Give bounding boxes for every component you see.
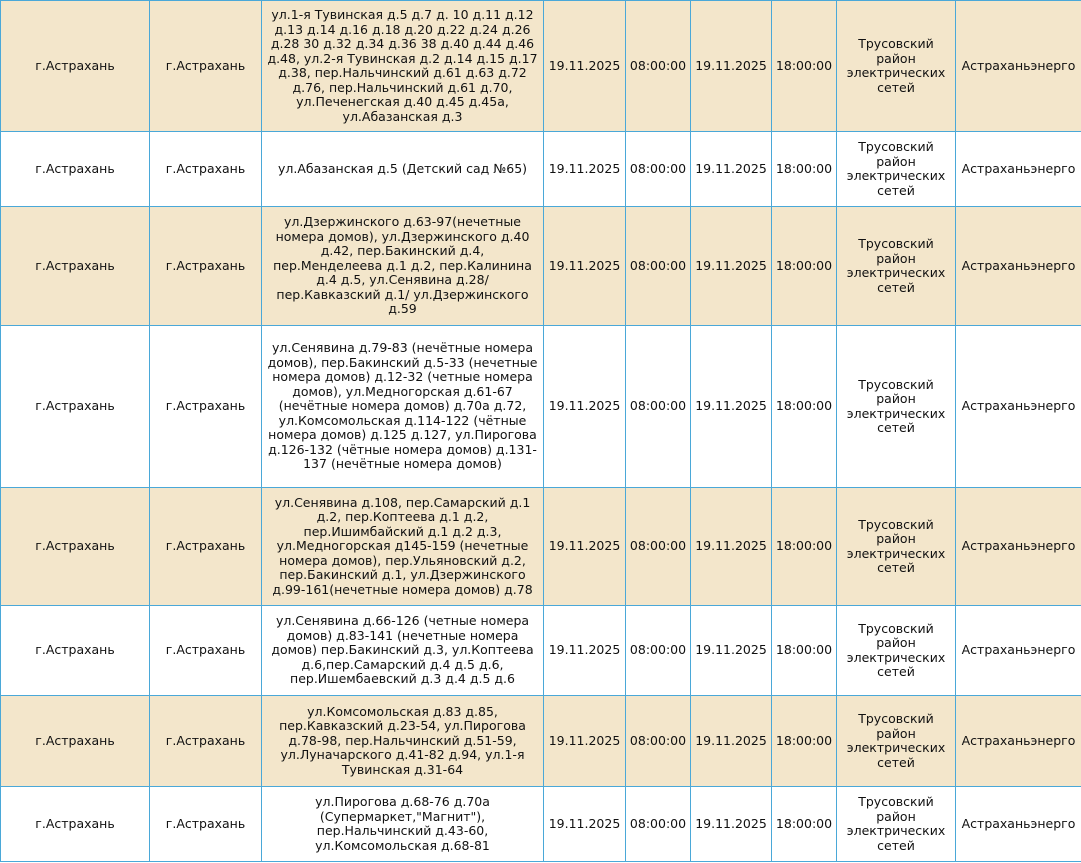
locality-cell: г.Астрахань	[150, 696, 262, 787]
start-time-cell: 08:00:00	[626, 132, 691, 207]
company-cell: Астраханьэнерго	[956, 326, 1081, 488]
start-date-cell: 19.11.2025	[544, 606, 626, 696]
start-date-cell: 19.11.2025	[544, 696, 626, 787]
start-time-cell: 08:00:00	[626, 606, 691, 696]
start-time-cell: 08:00:00	[626, 1, 691, 132]
region-cell: г.Астрахань	[1, 488, 150, 606]
end-time-cell: 18:00:00	[772, 326, 837, 488]
region-cell: г.Астрахань	[1, 787, 150, 862]
region-cell: г.Астрахань	[1, 326, 150, 488]
start-date-cell: 19.11.2025	[544, 488, 626, 606]
region-cell: г.Астрахань	[1, 1, 150, 132]
address-cell: ул.Пирогова д.68-76 д.70а (Супермаркет,"Магнит"), пер.Нальчинский д.43-60, ул.Комсомольская д.68-81	[262, 787, 544, 862]
end-date-cell: 19.11.2025	[691, 326, 772, 488]
start-date-cell: 19.11.2025	[544, 132, 626, 207]
company-cell: Астраханьэнерго	[956, 1, 1081, 132]
table-body	[1, 1, 1081, 862]
table-row	[1, 1, 1081, 132]
start-time-cell: 08:00:00	[626, 787, 691, 862]
locality-cell: г.Астрахань	[150, 132, 262, 207]
company-cell: Астраханьэнерго	[956, 488, 1081, 606]
address-cell: ул.Абазанская д.5 (Детский сад №65)	[262, 132, 544, 207]
end-time-cell: 18:00:00	[772, 488, 837, 606]
end-date-cell: 19.11.2025	[691, 488, 772, 606]
address-cell: ул.Сенявина д.66-126 (четные номера домов) д.83-141 (нечетные номера домов) пер.Бакинский д.3, ул.Коптеева д.6,пер.Самарский д.4 д.5 д.6, пер.Ишембаевский д.3 д.4 д.5 д.6	[262, 606, 544, 696]
end-time-cell: 18:00:00	[772, 606, 837, 696]
address-cell: ул.Сенявина д.108, пер.Самарский д.1 д.2, пер.Коптеева д.1 д.2, пер.Ишимбайский д.1 д.2 д.3, ул.Медногорская д145-159 (нечетные номера домов), пер.Ульяновский д.2, пер.Бакинский д.1, ул.Дзержинского д.99-161(нечетные номера домов) д.78	[262, 488, 544, 606]
network-district-cell: Трусовский район электрических сетей	[837, 696, 956, 787]
address-cell: ул.Комсомольская д.83 д.85, пер.Кавказский д.23-54, ул.Пирогова д.78-98, пер.Нальчинский д.51-59, ул.Луначарского д.41-82 д.94, ул.1-я Тувинская д.31-64	[262, 696, 544, 787]
locality-cell: г.Астрахань	[150, 326, 262, 488]
address-cell: ул.1-я Тувинская д.5 д.7 д. 10 д.11 д.12 д.13 д.14 д.16 д.18 д.20 д.22 д.24 д.26 д.28 30 д.32 д.34 д.36 38 д.40 д.44 д.46 д.48, ул.2-я Тувинская д.2 д.14 д.15 д.17 д.38, пер.Нальчинский д.61 д.63 д.72 д.76, пер.Нальчинский д.61 д.70, ул.Печенегская д.40 д.45 д.45а, ул.Абазанская д.3	[262, 1, 544, 132]
region-cell: г.Астрахань	[1, 207, 150, 326]
start-date-cell: 19.11.2025	[544, 207, 626, 326]
end-time-cell: 18:00:00	[772, 787, 837, 862]
table-row	[1, 488, 1081, 606]
table-row	[1, 326, 1081, 488]
start-time-cell: 08:00:00	[626, 207, 691, 326]
company-cell: Астраханьэнерго	[956, 696, 1081, 787]
start-date-cell: 19.11.2025	[544, 787, 626, 862]
table-row	[1, 207, 1081, 326]
address-cell: ул.Сенявина д.79-83 (нечётные номера домов), пер.Бакинский д.5-33 (нечетные номера домов) д.12-32 (четные номера домов), ул.Медногорская д.61-67 (нечётные номера домов) д.70а д.72, ул.Комсомольская д.114-122 (чётные номера домов) д.125 д.127, ул.Пирогова д.126-132 (чётные номера домов) д.131-137 (нечётные номера домов)	[262, 326, 544, 488]
end-date-cell: 19.11.2025	[691, 606, 772, 696]
table-row	[1, 132, 1081, 207]
end-time-cell: 18:00:00	[772, 207, 837, 326]
network-district-cell: Трусовский район электрических сетей	[837, 1, 956, 132]
end-date-cell: 19.11.2025	[691, 207, 772, 326]
locality-cell: г.Астрахань	[150, 787, 262, 862]
company-cell: Астраханьэнерго	[956, 606, 1081, 696]
end-date-cell: 19.11.2025	[691, 1, 772, 132]
end-time-cell: 18:00:00	[772, 1, 837, 132]
network-district-cell: Трусовский район электрических сетей	[837, 207, 956, 326]
start-time-cell: 08:00:00	[626, 696, 691, 787]
region-cell: г.Астрахань	[1, 132, 150, 207]
start-date-cell: 19.11.2025	[544, 1, 626, 132]
start-date-cell: 19.11.2025	[544, 326, 626, 488]
region-cell: г.Астрахань	[1, 696, 150, 787]
table-row	[1, 606, 1081, 696]
end-date-cell: 19.11.2025	[691, 696, 772, 787]
locality-cell: г.Астрахань	[150, 1, 262, 132]
table-row	[1, 696, 1081, 787]
locality-cell: г.Астрахань	[150, 207, 262, 326]
region-cell: г.Астрахань	[1, 606, 150, 696]
network-district-cell: Трусовский район электрических сетей	[837, 606, 956, 696]
network-district-cell: Трусовский район электрических сетей	[837, 132, 956, 207]
network-district-cell: Трусовский район электрических сетей	[837, 787, 956, 862]
end-date-cell: 19.11.2025	[691, 132, 772, 207]
company-cell: Астраханьэнерго	[956, 207, 1081, 326]
address-cell: ул.Дзержинского д.63-97(нечетные номера домов), ул.Дзержинского д.40 д.42, пер.Бакинский д.4, пер.Менделеева д.1 д.2, пер.Калинина д.4 д.5, ул.Сенявина д.28/ пер.Кавказский д.1/ ул.Дзержинского д.59	[262, 207, 544, 326]
table-row	[1, 787, 1081, 862]
end-date-cell: 19.11.2025	[691, 787, 772, 862]
locality-cell: г.Астрахань	[150, 606, 262, 696]
network-district-cell: Трусовский район электрических сетей	[837, 488, 956, 606]
network-district-cell: Трусовский район электрических сетей	[837, 326, 956, 488]
company-cell: Астраханьэнерго	[956, 132, 1081, 207]
company-cell: Астраханьэнерго	[956, 787, 1081, 862]
end-time-cell: 18:00:00	[772, 132, 837, 207]
locality-cell: г.Астрахань	[150, 488, 262, 606]
start-time-cell: 08:00:00	[626, 326, 691, 488]
end-time-cell: 18:00:00	[772, 696, 837, 787]
start-time-cell: 08:00:00	[626, 488, 691, 606]
